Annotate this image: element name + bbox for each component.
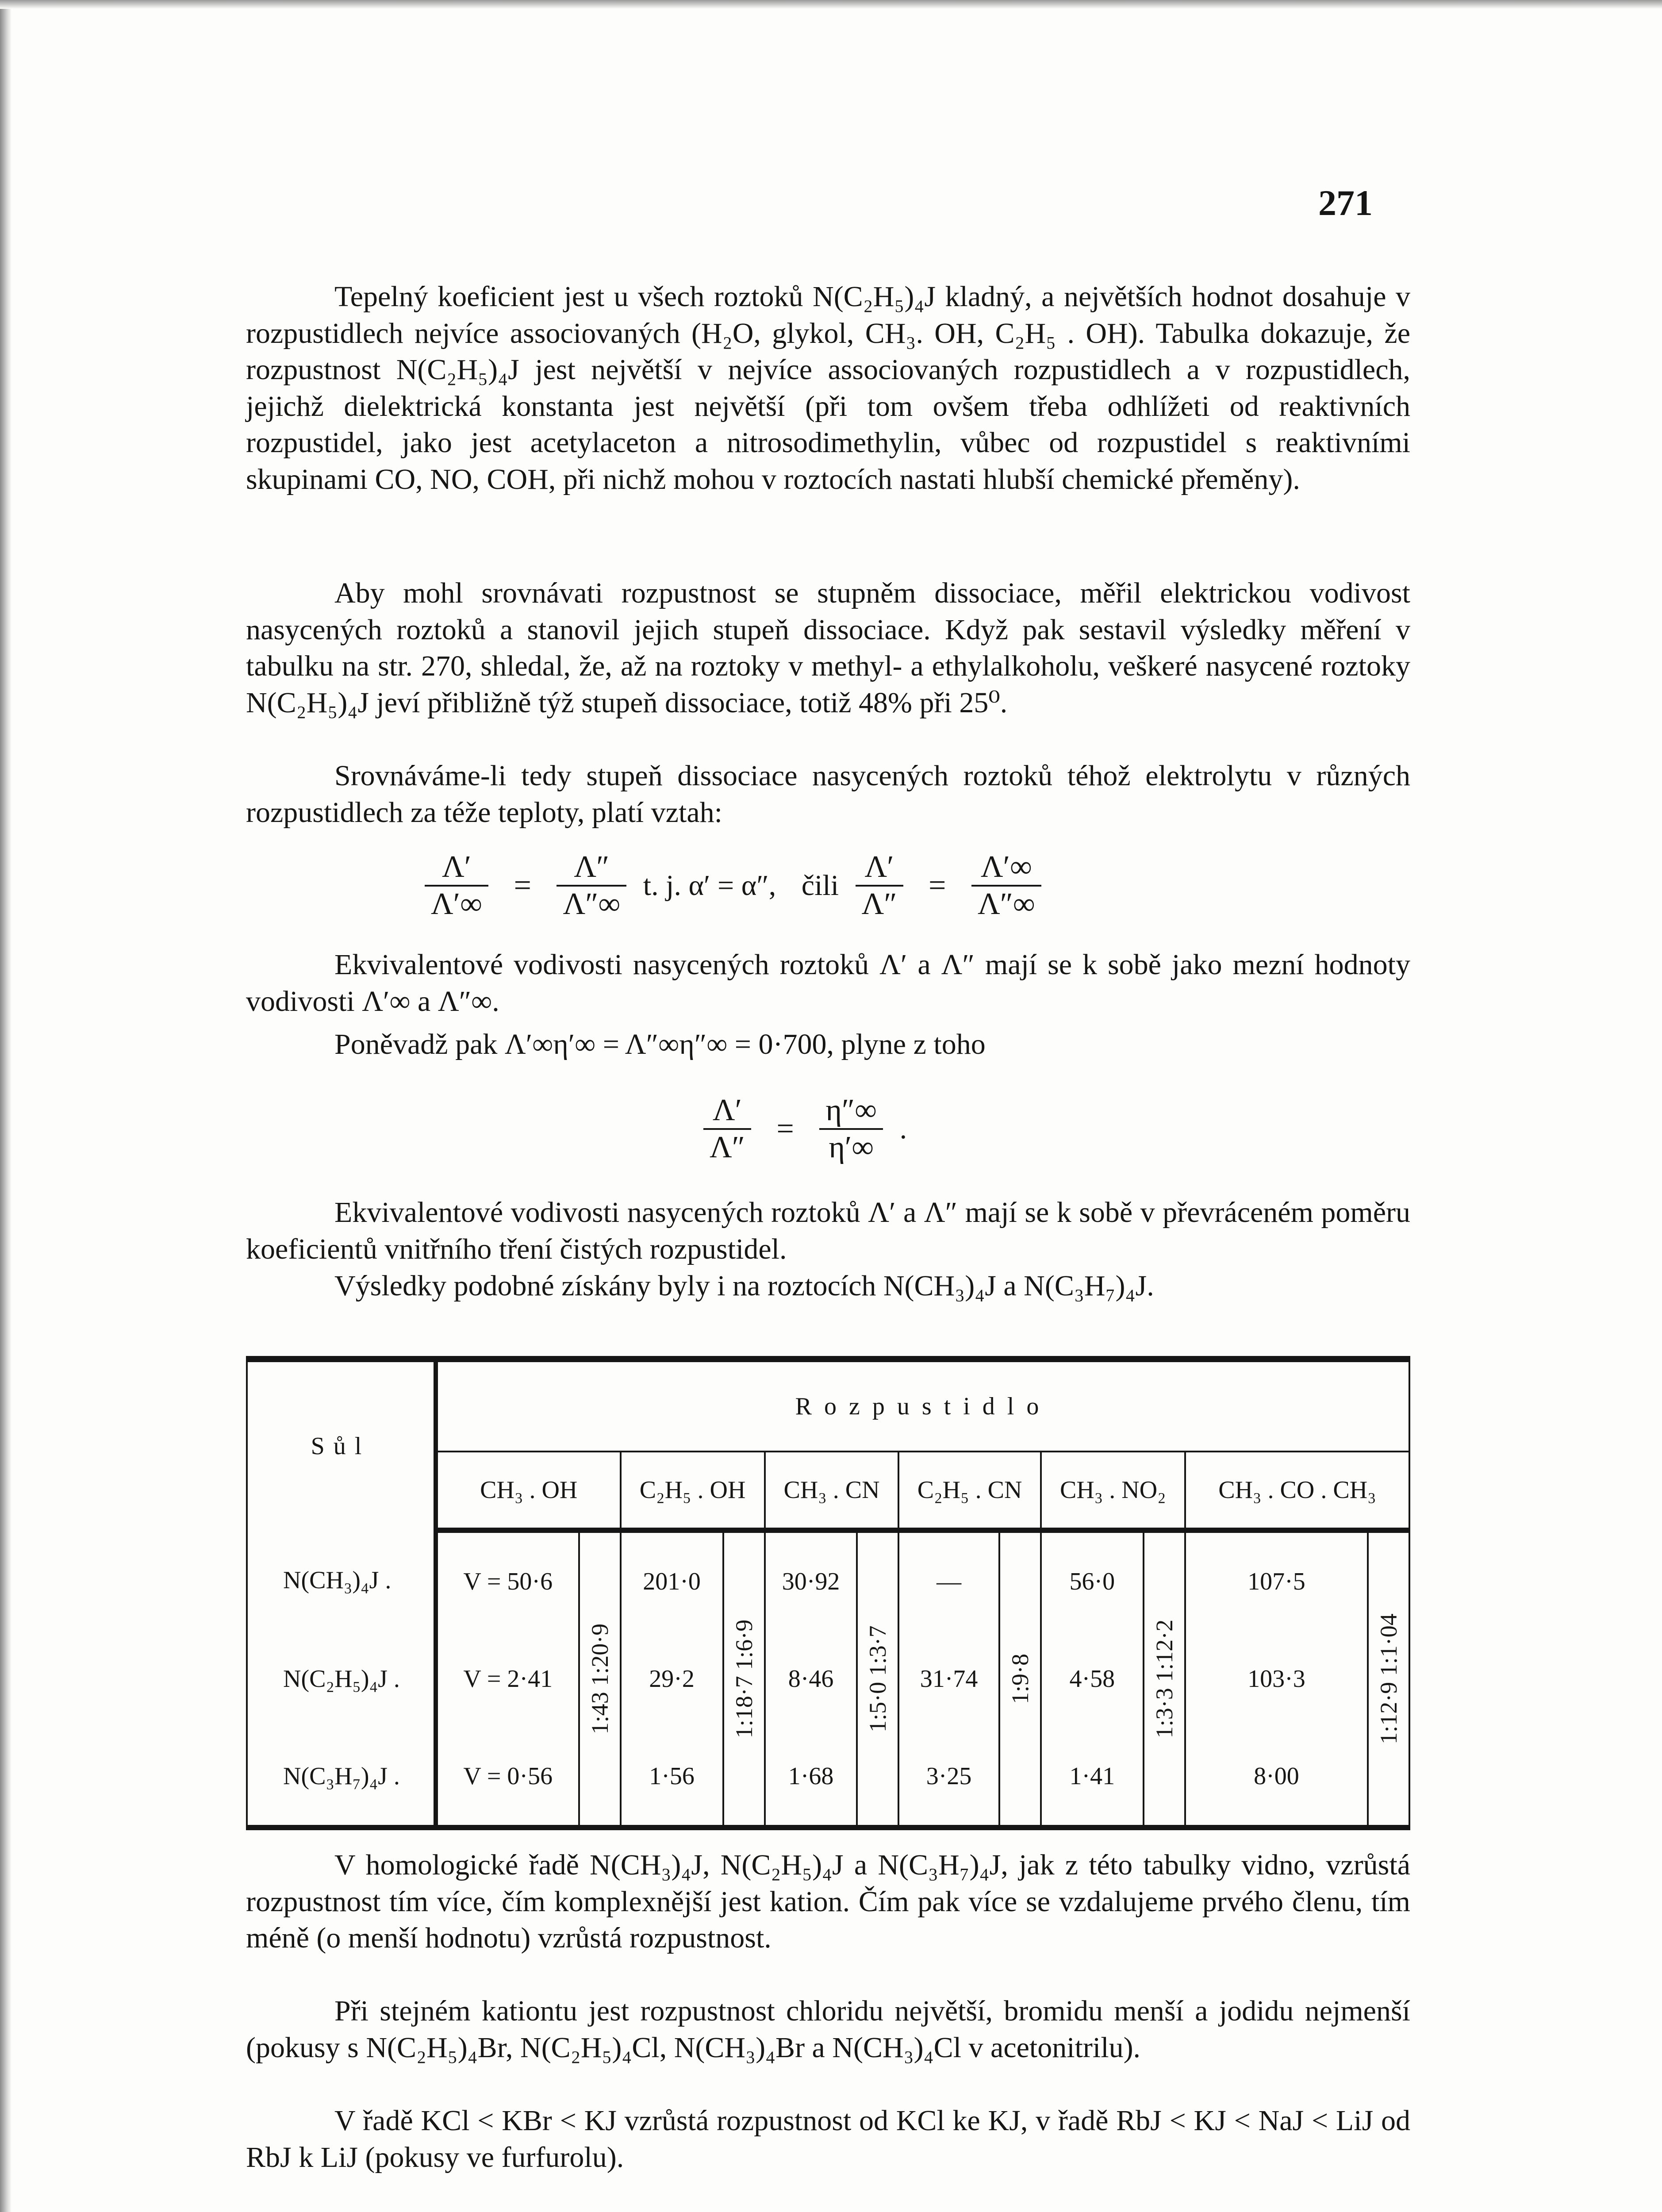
- solvent-header: CH₃ . OH: [436, 1452, 621, 1530]
- table-header-salt: Sůl: [247, 1359, 436, 1530]
- fraction-4: $\frac{\Lambda'\infty}{\Lambda''\infty}$: [971, 849, 1041, 922]
- value-cell: 29·2: [621, 1630, 723, 1728]
- scan-top-shadow: [0, 0, 1662, 9]
- value-cell: 31·74: [898, 1630, 999, 1728]
- fraction-3: $\frac{\Lambda'}{\Lambda''}$: [856, 849, 903, 922]
- fraction-2: $\frac{\Lambda''}{\Lambda''\infty}$: [557, 849, 626, 922]
- paragraph-similar-results: Výsledky podobné získány byly i na roztocích N(CH₃)₄J a N(C₃H₇)₄J.: [334, 1270, 1154, 1302]
- value-cell: 56·0: [1041, 1530, 1144, 1630]
- value-cell: 3·25: [898, 1728, 999, 1828]
- value-cell: 1·68: [765, 1728, 857, 1828]
- paragraph-conductivity: Aby mohl srovnávati rozpustnost se stupněm dissociace, měřil elektrickou vodivost nasycených roztoků a stanovil jejich stupeň dissociace. Když pak sestavil výsledky měření v tabulku na str. 270, shledal, že, až na roztoky v methyl- a ethylalkoholu, veškeré nasycené roztoky N(C₂H₅)₄J jeví přibližně týž stupeň dissociace, totiž 48% při 25⁰.: [246, 577, 1410, 719]
- table-row: [247, 1530, 1409, 1630]
- solvent-header: C₂H₅ . OH: [621, 1452, 765, 1530]
- page-number: 271: [1318, 183, 1373, 223]
- salt-cell: N(C₂H₅)₄J .: [247, 1630, 436, 1728]
- ratio-text: 1:43 1:20·9: [586, 1623, 613, 1735]
- table-header-solvent: Rozpustidlo: [436, 1359, 1409, 1452]
- table-row: [247, 1630, 1409, 1728]
- salt-cell: N(CH₃)₄J .: [247, 1530, 436, 1630]
- fraction-5: $\frac{\Lambda'}{\Lambda''}$: [703, 1093, 751, 1165]
- paragraph-equivalent-conductivity-1: Ekvivalentové vodivosti nasycených roztoků Λ′ a Λ″ mají se k sobě jako mezní hodnoty vodivosti Λ′∞ a Λ″∞.: [246, 949, 1410, 1018]
- value-cell: 1·56: [621, 1728, 723, 1828]
- scan-edge-shadow: [0, 0, 12, 2212]
- value-cell: 107·5: [1185, 1530, 1368, 1630]
- solvent-header: C₂H₅ . CN: [898, 1452, 1040, 1530]
- paragraph-because: Poněvadž pak Λ′∞η′∞ = Λ″∞η″∞ = 0·700, plyne z toho: [334, 1028, 986, 1060]
- paragraph-series-kcl: V řadě KCl < KBr < KJ vzrůstá rozpustnost od KCl ke KJ, v řadě RbJ < KJ < NaJ < LiJ od RbJ k LiJ (pokusy ve furfurolu).: [246, 2104, 1410, 2174]
- solvent-header: CH₃ . CN: [765, 1452, 899, 1530]
- value-cell: V = 0·56: [436, 1728, 579, 1828]
- ratio-cell: [1368, 1530, 1409, 1828]
- paragraph-equivalent-conductivity-2: Ekvivalentové vodivosti nasycených roztoků Λ′ a Λ″ mají se k sobě v převráceném poměru koeficientů vnitřního tření čistých rozpustidel.: [246, 1196, 1410, 1265]
- ratio-text: 1:3·3 1:12·2: [1151, 1619, 1178, 1739]
- salt-cell: N(C₃H₇)₄J .: [247, 1728, 436, 1828]
- ratio-text: 1:12·9 1:1·04: [1375, 1613, 1402, 1744]
- value-cell: 201·0: [621, 1530, 723, 1630]
- value-cell: 1·41: [1041, 1728, 1144, 1828]
- value-cell: V = 2·41: [436, 1630, 579, 1728]
- fraction-1: $\frac{\Lambda'}{\Lambda'\infty}$: [425, 849, 488, 922]
- formula-tj-text: t. j. α′ = α″,: [643, 869, 776, 902]
- solvent-header: CH₃ . CO . CH₃: [1185, 1452, 1409, 1530]
- paragraph-homologous-series: V homologické řadě N(CH₃)₄J, N(C₂H₅)₄J a N(C₃H₇)₄J, jak z této tabulky vidno, vzrůstá rozpustnost tím více, čím komplexnější jest kation. Čím pak více se vzdalujeme prvého členu, tím méně (o menší hodnotu) vzrůstá rozpustnost.: [246, 1849, 1410, 1954]
- value-cell: 8·46: [765, 1630, 857, 1728]
- value-cell: —: [898, 1530, 999, 1630]
- paragraph-comparison: Srovnáváme-li tedy stupeň dissociace nasycených roztoků téhož elektrolytu v různých rozpustidlech za téže teploty, platí vztah:: [246, 760, 1410, 829]
- value-cell: 4·58: [1041, 1630, 1144, 1728]
- solvent-header: CH₃ . NO₂: [1041, 1452, 1185, 1530]
- formula-viscosity-ratio: $\frac{\Lambda'}{\Lambda''}$ = $\frac{\eta''\infty}{\eta'\infty}$ .: [703, 1093, 916, 1165]
- value-cell: V = 50·6: [436, 1530, 579, 1630]
- ratio-text: 1:5·0 1:3·7: [864, 1625, 891, 1732]
- ratio-cell: [999, 1530, 1041, 1828]
- ratio-cell: [723, 1530, 765, 1828]
- solubility-table: [246, 1356, 1410, 1830]
- value-cell: 8·00: [1185, 1728, 1368, 1828]
- paragraph-thermal-coefficient: Tepelný koeficient jest u všech roztoků N(C₂H₅)₄J kladný, a největších hodnot dosahuje v rozpustidlech nejvíce associovaných (H₂O, glykol, CH₃. OH, C₂H₅ . OH). Tabulka dokazuje, že rozpustnost N(C₂H₅)₄J jest největší v nejvíce associovaných rozpustidlech a v rozpustidlech, jejichž dielektrická konstanta jest největší (při tom ovšem třeba odhlížeti od reaktivních rozpustidel, jako jest acetylaceton a nitrosodimethylin, vůbec od rozpustidel s reaktivními skupinami CO, NO, COH, při nichž mohou v roztocích nastati hlubší chemické přeměny).: [246, 280, 1410, 495]
- paragraph-same-cation: Při stejném kationtu jest rozpustnost chloridu největší, bromidu menší a jodidu nejmenší (pokusy s N(C₂H₅)₄Br, N(C₂H₅)₄Cl, N(CH₃)₄Br a N(CH₃)₄Cl v acetonitrilu).: [246, 1995, 1410, 2064]
- table-row: [247, 1728, 1409, 1828]
- ratio-cell: [579, 1530, 621, 1828]
- ratio-cell: [857, 1530, 898, 1828]
- value-cell: 30·92: [765, 1530, 857, 1630]
- ratio-text: 1:9·8: [1006, 1654, 1033, 1704]
- formula-cili-text: čili: [801, 869, 839, 902]
- ratio-cell: [1144, 1530, 1185, 1828]
- ratio-text: 1:18·7 1:6·9: [730, 1619, 757, 1739]
- value-cell: 103·3: [1185, 1630, 1368, 1728]
- formula-dissociation-ratio: $\frac{\Lambda'}{\Lambda'\infty}$ = $\frac{\Lambda''}{\Lambda''\infty}$ t. j. α′ = α″, čili $\frac{\Lambda'}{\Lambda''}$ = $\frac{\Lambda'\infty}{\Lambda''\infty}$: [425, 849, 1041, 922]
- fraction-6: $\frac{\eta''\infty}{\eta'\infty}$: [819, 1093, 883, 1165]
